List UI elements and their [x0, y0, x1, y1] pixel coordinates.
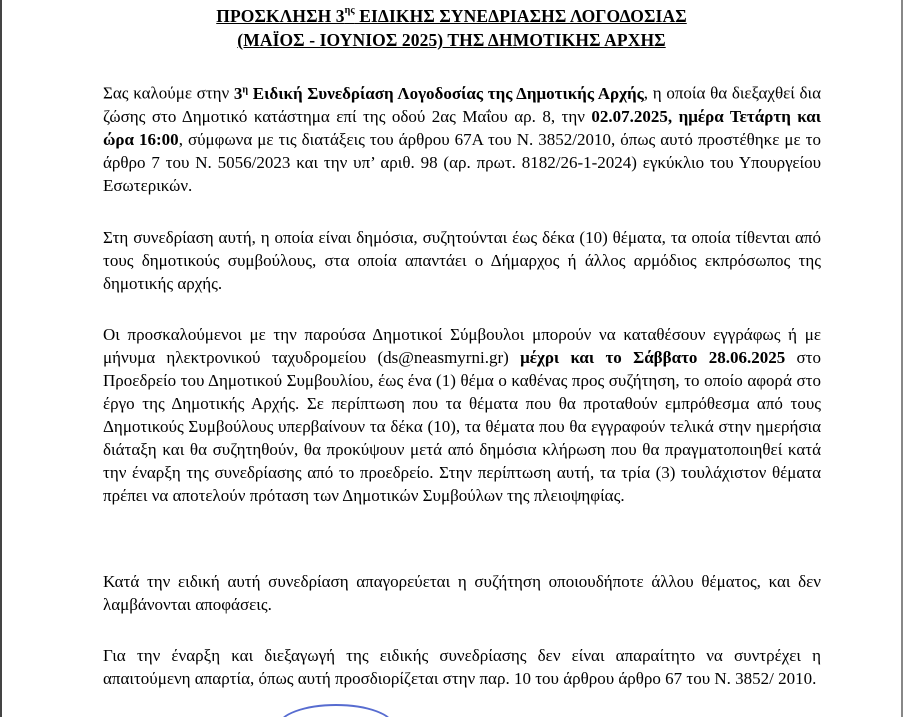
page-left-border — [0, 0, 2, 717]
document-title-line1: ΠΡΟΣΚΛΗΣΗ $3^{\eta\varsigma}$ ΕΙΔΙΚΗΣ ΣΥΝΕΔΡΙΑΣΗΣ ΛΟΓΟΔΟΣΙΑΣ — [216, 5, 687, 26]
document-title-line2: (ΜΑΪΟΣ - ΙΟΥΝΙΟΣ 2025) ΤΗΣ ΔΗΜΟΤΙΚΗΣ ΑΡΧΗΣ — [237, 30, 666, 50]
official-stamp — [278, 704, 394, 717]
paragraph-submission: Οι προσκαλούμενοι με την παρούσα Δημοτικοί Σύμβουλοι μπορούν να καταθέσουν εγγράφως ή με μήνυμα ηλεκτρονικού ταχυδρομείου (ds@neasmyrni.gr) μέχρι και το Σάββατο 28.06.2025 στο Προεδρείο του Δημοτικού Συμβουλίου, έως ένα (1) θέμα ο καθένας προς συζήτηση, το οποίο αφορά στο έργο της Δημοτικής Αρχής. Σε περίπτωση που τα θέματα που θα προταθούν εμπρόθεσμα από τους Δημοτικούς Συμβούλους υπερβαίνουν τα δέκα (10), τα θέματα που θα εγγραφούν τελικά στην ημερήσια διάταξη και θα συζητηθούν, θα προκύψουν μετά από δημόσια κλήρωση που θα πραγματοποιηθεί κατά την έναρξη της συνεδρίασης από το προεδρείο. Στην περίπτωση αυτή, τα τρία (3) τουλάχιστον θέματα πρέπει να αποτελούν πρόταση των Δημοτικών Συμβούλων της πλειοψηφίας. — [103, 325, 821, 505]
paragraph-restrictions: Κατά την ειδική αυτή συνεδρίαση απαγορεύεται η συζήτηση οποιουδήποτε άλλου θέματος, και δεν λαμβάνονται αποφάσεις. — [103, 572, 821, 614]
paragraph-topics: Στη συνεδρίαση αυτή, η οποία είναι δημόσια, συζητούνται έως δέκα (10) θέματα, τα οποία τίθενται από τους δημοτικούς συμβούλους, στα οποία απαντάει ο Δήμαρχος ή άλλος αρμόδιος εκπρόσωπος της δημοτικής αρχής. — [103, 228, 821, 293]
paragraph-quorum: Για την έναρξη και διεξαγωγή της ειδικής συνεδρίασης δεν είναι απαραίτητο να συντρέχει η απαιτούμενη απαρτία, όπως αυτή προσδιορίζεται στην παρ. 10 του άρθρου άρθρο 67 του Ν. 3852/ 2010. — [103, 646, 821, 688]
paragraph-invitation: Σας καλούμε στην $3^\eta$ Ειδική Συνεδρίαση Λογοδοσίας της Δημοτικής Αρχής, η οποία θα διεξαχθεί δια ζώσης στο Δημοτικό κατάστημα επί της οδού 2ας Μαΐου αρ. 8, την 02.07.2025, ημέρα Τετάρτη και ώρα 16:00, σύμφωνα με τις διατάξεις του άρθρου 67Α του Ν. 3852/2010, όπως αυτό προστέθηκε με το άρθρο 7 του Ν. 5056/2023 και την υπ’ αριθ. 98 (αρ. πρωτ. 8182/26-1-2024) εγκύκλιο του Υπουργείου Εσωτερικών. — [103, 83, 821, 195]
